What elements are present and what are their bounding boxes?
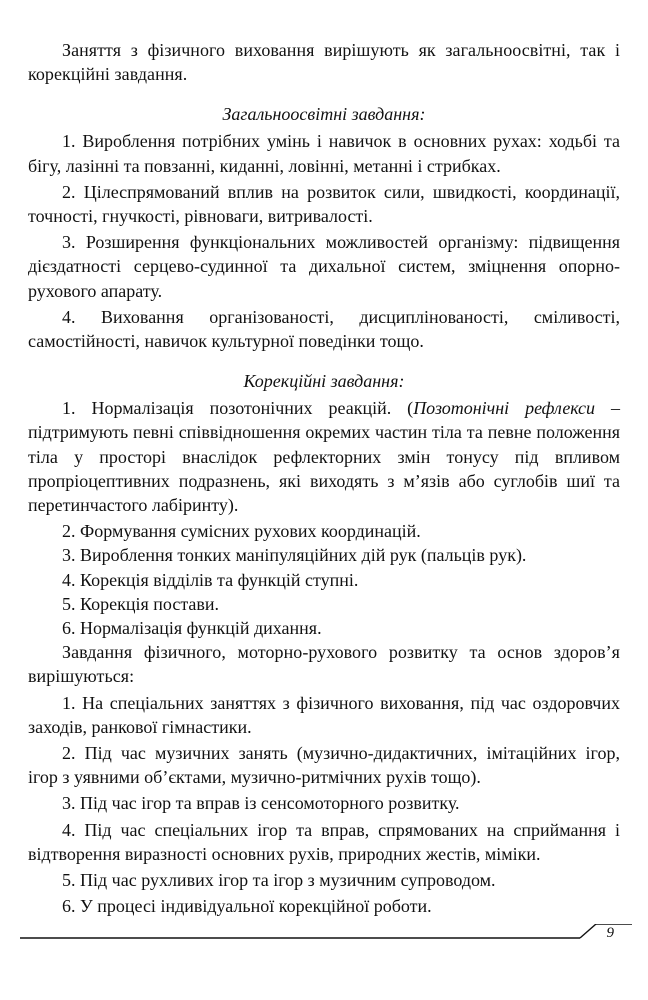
footer-rule [20, 924, 632, 946]
corrective-task-item-6: 6. Нормалізація функцій дихання. [62, 618, 322, 639]
corrective-task-item-3: 3. Вироблення тонких маніпуляційних дій рук (пальців рук). [62, 545, 527, 566]
corrective-tasks-heading: Корекційні завдання: [243, 371, 405, 392]
general-task-item-3: 3. Розширення функціональних можливостей організму: підвищення дієздатності серцево-судинної та дихальної систем, зміцнення опорно-рухового апарату. [28, 232, 620, 301]
task-item-1: 1. На спеціальних заняттях з фізичного виховання, під час оздоровчих заходів, ранкової гімнастики. [28, 692, 620, 737]
corrective-task-item-2: 2. Формування сумісних рухових координацій. [62, 521, 421, 542]
corrective-item-1-definition: – підтримують певні співвідношення окремих частин тіла та певне положення тіла у просторі внаслідок рефлекторних змін тонусу під впливом пропріоцептивних подразнень, які виходять з м’язів або суглобів шиї та перетинчастого лабіринту). [28, 398, 620, 516]
page-number: 9 [606, 925, 614, 941]
corrective-item-1-text: 1. Нормалізація позотонічних реакцій. ( [62, 398, 414, 419]
page-footer [20, 924, 632, 946]
general-task-item-1: 1. Вироблення потрібних умінь і навичок в основних рухах: ходьбі та бігу, лазінні та повзанні, киданні, ловінні, метанні і стрибках. [28, 131, 620, 176]
tasks-intro-paragraph: Завдання фізичного, моторно-рухового розвитку та основ здоров’я вирішуються: [28, 642, 620, 687]
task-item-6: 6. У процесі індивідуальної корекційної роботи. [62, 896, 432, 917]
corrective-item-1-term: Позотонічні рефлекси [413, 398, 596, 419]
intro-paragraph: Заняття з фізичного виховання вирішують як загальноосвітні, так і корекційні завдання. [28, 40, 620, 85]
corrective-task-item-1 [28, 396, 620, 517]
general-task-item-2: 2. Цілеспрямований вплив на розвиток сили, швидкості, координації, точності, гнучкості, рівноваги, витривалості. [28, 181, 620, 227]
general-task-item-4: 4. Виховання організованості, дисциплінованості, сміливості, самостійності, навичок культурної поведінки тощо. [28, 306, 620, 352]
task-item-3: 3. Під час ігор та вправ із сенсомоторного розвитку. [62, 793, 460, 814]
corrective-task-item-5: 5. Корекція постави. [62, 593, 220, 614]
task-item-5: 5. Під час рухливих ігор та ігор з музичним супроводом. [62, 870, 496, 891]
task-item-4: 4. Під час спеціальних ігор та вправ, спрямованих на сприймання і відтворення виразності основних рухів, природних жестів, міміки. [28, 819, 620, 864]
general-tasks-heading: Загальноосвітні завдання: [222, 104, 426, 125]
corrective-task-item-4: 4. Корекція відділів та функцій ступні. [62, 569, 359, 590]
task-item-2: 2. Під час музичних занять (музично-дидактичних, імітаційних ігор, ігор з уявними об’єктами, музично-ритмічних рухів тощо). [28, 743, 620, 788]
page-content [28, 38, 620, 921]
